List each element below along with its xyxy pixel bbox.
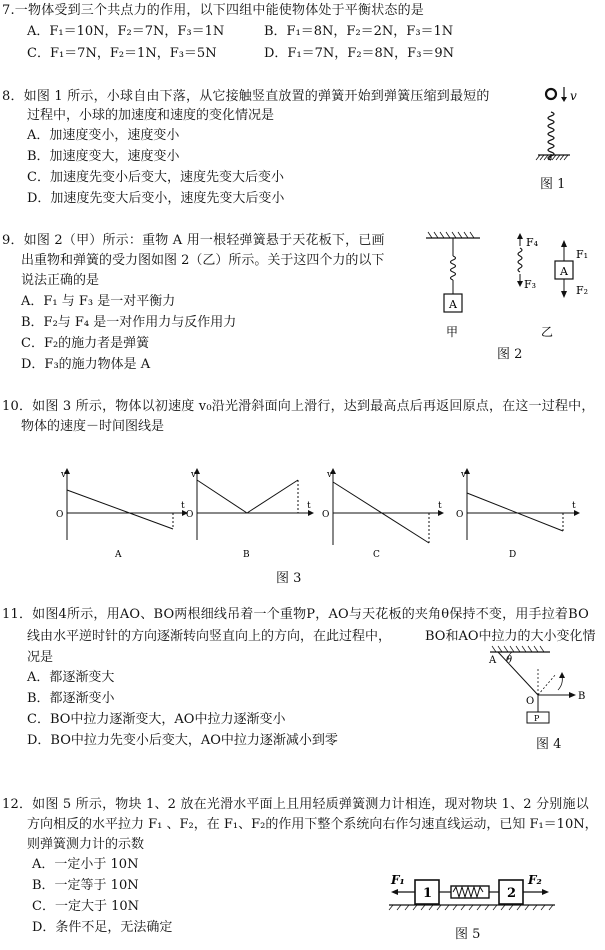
q8-option-b: B．加速度变大，速度变小: [27, 149, 180, 164]
figure-3-caption: 图 3: [276, 571, 302, 586]
svg-text:O: O: [456, 510, 464, 520]
q8-option-a: A．加速度变小，速度变小: [27, 128, 180, 143]
f4-label: F₄: [526, 236, 539, 249]
q9-stem-line1: 9．如图 2（甲）所示：重物 A 用一根轻弹簧悬于天花板下，已画: [2, 233, 385, 248]
q9-option-d: D．F₃的施力物体是 A: [21, 357, 151, 372]
q10-stem-line1: 10．如图 3 所示，物体以初速度 v₀沿光滑斜面向上滑行，达到最高点后再返回原点，在这一过程中，: [2, 399, 595, 414]
svg-text:v: v: [327, 470, 333, 480]
svg-text:A: A: [560, 265, 568, 278]
spring-coil: [518, 248, 522, 272]
q12-option-a: A．一定小于 10N: [32, 857, 139, 872]
q12-option-b: B．一定等于 10N: [32, 878, 139, 893]
graph-a-label: A: [115, 550, 122, 560]
point-a-label: A: [489, 655, 497, 666]
q7-option-c: C．F₁＝7N，F₂＝1N，F₃＝5N: [27, 46, 217, 61]
figure-2-caption: 图 2: [497, 347, 523, 362]
svg-text:O: O: [56, 510, 64, 520]
q11-option-d: D．BO中拉力先变小后变大，AO中拉力逐渐减小到零: [27, 733, 338, 748]
label-yi: 乙: [541, 325, 554, 339]
svg-text:O: O: [186, 510, 194, 520]
svg-text:A: A: [449, 298, 457, 311]
v-label: v: [570, 89, 577, 103]
point-b-label: B: [578, 691, 586, 702]
label-jia: 甲: [446, 325, 459, 339]
ball-icon: [546, 89, 556, 99]
svg-text:v: v: [461, 470, 467, 480]
string-ao: [498, 652, 538, 695]
vt-graph-c: [322, 468, 444, 560]
figure-1-caption: 图 1: [540, 177, 566, 192]
q7-option-b: B．F₁＝8N，F₂＝2N，F₃＝1N: [264, 24, 454, 39]
vt-graph-b: [186, 468, 314, 560]
figure-2-spring-weight: [418, 228, 603, 340]
f2-label: F₂: [528, 873, 542, 887]
point-o-label: O: [526, 696, 535, 707]
graph-c-label: C: [373, 550, 380, 560]
spring-coil: [548, 112, 554, 160]
q11-option-c: C．BO中拉力逐渐变大，AO中拉力逐渐变小: [27, 712, 286, 727]
figure-4-ao-bo-strings: [490, 646, 590, 728]
q7-stem: 7.一物体受到三个共点力的作用，以下四组中能使物体处于平衡状态的是: [2, 3, 425, 18]
svg-text:1: 1: [423, 886, 433, 901]
f1-label: F₁: [391, 873, 405, 887]
q12-stem-line1: 12．如图 5 所示，物块 1、2 放在光滑水平面上且用轻质弹簧测力计相连，现对物块 1、2 分别施以: [2, 797, 589, 812]
q10-stem-line2: 物体的速度－时间图线是: [21, 419, 165, 434]
figure-1-ball-spring: [530, 84, 590, 164]
q11-stem-line1: 11．如图4所示，用AO、BO两根细线吊着一个重物P，AO与天花板的夹角θ保持不变，用手拉着BO: [2, 607, 589, 622]
q9-option-b: B．F₂与 F₄ 是一对作用力与反作用力: [21, 315, 237, 330]
figure-5-spring-scale-blocks: [385, 866, 560, 918]
q11-stem-line2: 线由水平逆时针的方向逐渐转向竖直向上的方向，在此过程中，: [27, 629, 392, 644]
f3-label: F₃: [524, 278, 537, 291]
vt-graph-d: [456, 468, 580, 560]
q9-stem-line2: 出重物和弹簧的受力图如图 2（乙）所示。关于这四个力的以下: [21, 253, 385, 268]
q11-stem-line3: 况是: [27, 650, 54, 665]
figure-5-caption: 图 5: [455, 927, 481, 942]
figure-4-caption: 图 4: [536, 737, 562, 752]
f2-label: F₂: [576, 284, 589, 297]
graph-d-label: D: [509, 550, 517, 560]
q12-stem-line2: 方向相反的水平拉力 F₁ 、F₂，在 F₁、F₂的作用下整个系统向右作匀速直线运动，已知 F₁＝10N，: [27, 817, 598, 832]
svg-text:O: O: [322, 510, 330, 520]
q11-option-a: A．都逐渐变大: [27, 670, 115, 685]
q7-option-a: A．F₁＝10N，F₂＝7N，F₃＝1N: [27, 24, 225, 39]
q8-stem-line2: 过程中，小球的加速度和速度的变化情况是: [27, 108, 275, 123]
spring-coil: [451, 256, 456, 280]
svg-text:t: t: [307, 501, 311, 511]
svg-text:P: P: [534, 714, 540, 723]
q12-option-c: C．一定大于 10N: [32, 899, 139, 914]
svg-text:t: t: [438, 501, 442, 511]
figure-3-vt-graphs: [55, 465, 585, 560]
svg-text:v: v: [61, 470, 67, 480]
svg-text:v: v: [191, 470, 197, 480]
svg-text:t: t: [181, 501, 185, 511]
q12-stem-line3: 则弹簧测力计的示数: [27, 837, 145, 852]
q12-option-d: D．条件不足，无法确定: [32, 920, 173, 935]
q9-option-a: A．F₁ 与 F₃ 是一对平衡力: [21, 294, 176, 309]
q8-option-c: C．加速度先变小后变大，速度先变大后变小: [27, 170, 284, 185]
q7-option-d: D．F₁＝7N，F₂＝8N，F₃＝9N: [264, 46, 455, 61]
vt-graph-a: [56, 468, 188, 560]
svg-text:2: 2: [507, 886, 517, 901]
q8-option-d: D．加速度先变大后变小，速度先变大后变小: [27, 191, 285, 206]
q11-stem-line2b: BO和AO中拉力的大小变化情: [425, 629, 596, 644]
q8-stem-line1: 8．如图 1 所示，小球自由下落，从它接触竖直放置的弹簧开始到弹簧压缩到最短的: [2, 89, 490, 104]
q9-option-c: C．F₂的施力者是弹簧: [21, 336, 150, 351]
graph-b-label: B: [243, 550, 250, 560]
f1-label: F₁: [576, 248, 589, 261]
theta-label: θ: [506, 655, 513, 666]
svg-text:t: t: [572, 501, 576, 511]
q9-stem-line3: 说法正确的是: [21, 273, 100, 288]
q11-option-b: B．都逐渐变小: [27, 691, 115, 706]
